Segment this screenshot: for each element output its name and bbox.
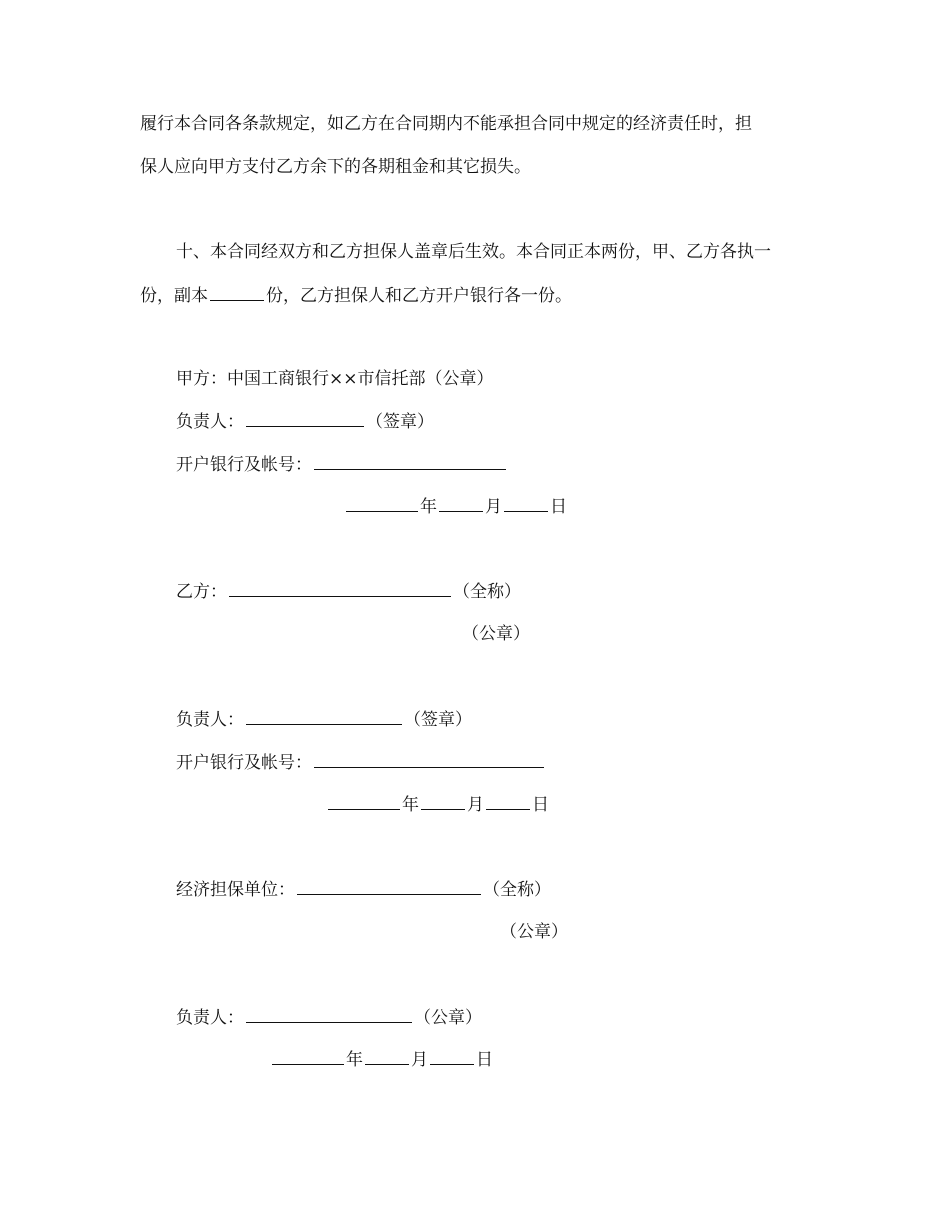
fullname-suffix: （全称） <box>483 880 551 900</box>
clause-text: 份，副本 <box>140 286 208 306</box>
year-blank <box>346 494 418 512</box>
bank-account-blank <box>314 452 506 470</box>
party-a-bank-line <box>176 452 508 477</box>
party-b-bank-line <box>176 750 546 775</box>
party-b-name-blank <box>229 579 451 597</box>
month-label: 月 <box>467 795 484 815</box>
principal-blank <box>246 409 364 427</box>
year-label: 年 <box>346 1050 363 1070</box>
party-b-seal: （公章） <box>462 624 530 644</box>
guarantor-date-line <box>270 1047 493 1072</box>
party-a-principal-line <box>176 409 434 434</box>
guarantor-principal-line <box>176 1005 482 1030</box>
day-label: 日 <box>550 497 567 517</box>
year-blank <box>328 792 400 810</box>
month-blank <box>421 792 465 810</box>
party-b-name-line <box>176 579 521 604</box>
fullname-suffix: （全称） <box>453 582 521 602</box>
month-blank <box>439 494 483 512</box>
clause-text: 份，乙方担保人和乙方开户银行各一份。 <box>266 286 572 306</box>
bank-account-blank <box>314 750 544 768</box>
principal-label: 负责人： <box>176 710 244 730</box>
day-blank <box>504 494 548 512</box>
signature-suffix: （签章） <box>366 412 434 432</box>
principal-label: 负责人： <box>176 1008 244 1028</box>
day-label: 日 <box>532 795 549 815</box>
day-blank <box>430 1047 474 1065</box>
paragraph-text: 履行本合同各条款规定，如乙方在合同期内不能承担合同中规定的经济责任时，担 <box>140 114 752 134</box>
bank-label: 开户银行及帐号： <box>176 753 312 773</box>
year-label: 年 <box>420 497 437 517</box>
clause-ten-text: 十、本合同经双方和乙方担保人盖章后生效。本合同正本两份，甲、乙方各执一 <box>176 242 771 262</box>
principal-blank <box>246 1005 412 1023</box>
party-a-title: 甲方：中国工商银行××市信托部（公章） <box>176 369 494 389</box>
day-label: 日 <box>476 1050 493 1070</box>
clause-ten-text <box>140 283 572 308</box>
guarantor-name-blank <box>297 877 481 895</box>
month-blank <box>365 1047 409 1065</box>
party-b-label: 乙方： <box>176 582 227 602</box>
bank-label: 开户银行及帐号： <box>176 455 312 475</box>
principal-label: 负责人： <box>176 412 244 432</box>
month-label: 月 <box>485 497 502 517</box>
signature-suffix: （签章） <box>404 710 472 730</box>
party-b-principal-line <box>176 707 472 732</box>
paragraph-text: 保人应向甲方支付乙方余下的各期租金和其它损失。 <box>140 157 531 177</box>
month-label: 月 <box>411 1050 428 1070</box>
year-blank <box>272 1047 344 1065</box>
copies-blank <box>210 283 264 301</box>
guarantor-name-line <box>176 877 551 902</box>
principal-blank <box>246 707 402 725</box>
party-a-date-line <box>344 494 567 519</box>
party-b-date-line <box>326 792 549 817</box>
guarantor-seal: （公章） <box>500 922 568 942</box>
guarantor-label: 经济担保单位： <box>176 880 295 900</box>
seal-suffix: （公章） <box>414 1008 482 1028</box>
day-blank <box>486 792 530 810</box>
year-label: 年 <box>402 795 419 815</box>
